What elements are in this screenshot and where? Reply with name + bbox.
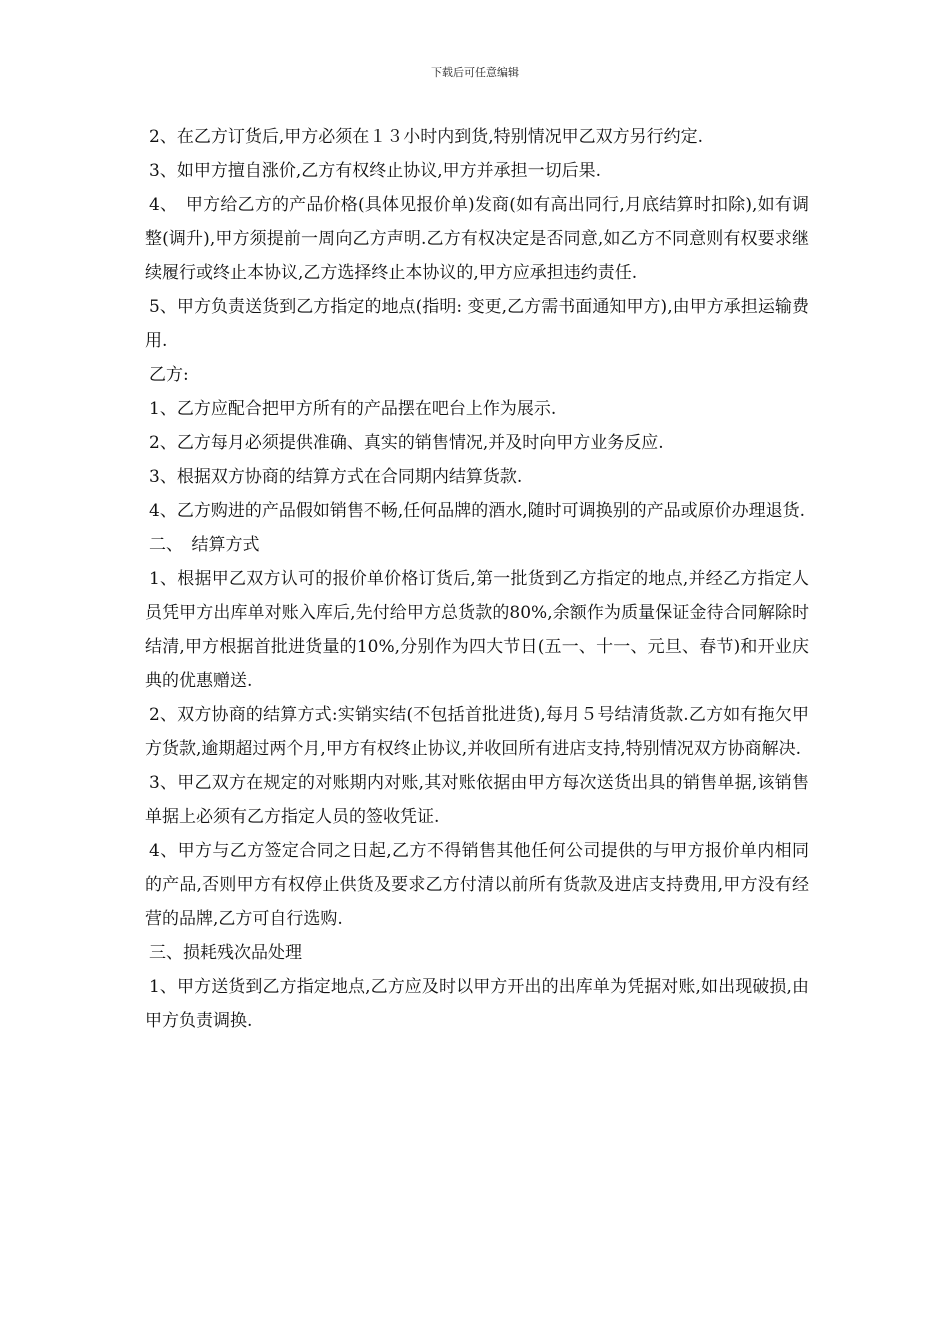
section-heading-damage: 三、损耗残次品处理 <box>149 943 302 963</box>
paragraph: 2、在乙方订货后,甲方必须在１３小时内到货,特别情况甲乙双方另行约定. <box>149 127 704 147</box>
paragraph: 4、甲方与乙方签定合同之日起,乙方不得销售其他任何公司提供的与甲方报价单内相同的产品,否则甲方有权停止供货及要求乙方付清以前所有货款及进店支持费用,甲方没有经营的品牌,乙方可自行选购. <box>145 841 809 929</box>
paragraph: 4、乙方购进的产品假如销售不畅,任何品牌的酒水,随时可调换别的产品或原价办理退货. <box>149 501 806 521</box>
paragraph: 3、根据双方协商的结算方式在合同期内结算货款. <box>149 467 523 487</box>
paragraph: 3、甲乙双方在规定的对账期内对账,其对账依据由甲方每次送货出具的销售单据,该销售单据上必须有乙方指定人员的签收凭证. <box>145 773 809 827</box>
paragraph: 2、双方协商的结算方式:实销实结(不包括首批进货),每月５号结清货款.乙方如有拖欠甲方货款,逾期超过两个月,甲方有权终止协议,并收回所有进店支持,特别情况双方协商解决. <box>145 705 809 759</box>
document-body <box>145 120 809 1038</box>
section-heading-settlement: 二、 结算方式 <box>149 535 260 555</box>
paragraph: 5、甲方负责送货到乙方指定的地点(指明: 变更,乙方需书面通知甲方),由甲方承担运输费用. <box>145 297 809 351</box>
paragraph: 1、乙方应配合把甲方所有的产品摆在吧台上作为展示. <box>149 399 557 419</box>
paragraph: 3、如甲方擅自涨价,乙方有权终止协议,甲方并承担一切后果. <box>149 161 602 181</box>
paragraph: 1、甲方送货到乙方指定地点,乙方应及时以甲方开出的出库单为凭据对账,如出现破损,由甲方负责调换. <box>145 977 809 1031</box>
paragraph: 1、根据甲乙双方认可的报价单价格订货后,第一批货到乙方指定的地点,并经乙方指定人员凭甲方出库单对账入库后,先付给甲方总货款的80%,余额作为质量保证金待合同解除时结清,甲方根据首批进货量的10%,分别作为四大节日(五一、十一、元旦、春节)和开业庆典的优惠赠送. <box>145 569 809 691</box>
paragraph: 4、 甲方给乙方的产品价格(具体见报价单)发商(如有高出同行,月底结算时扣除),如有调整(调升),甲方须提前一周向乙方声明.乙方有权决定是否同意,如乙方不同意则有权要求继续履行或终止本协议,乙方选择终止本协议的,甲方应承担违约责任. <box>145 195 809 283</box>
page-header: 下载后可任意编辑 <box>431 66 519 79</box>
section-label-party-b: 乙方: <box>149 365 189 385</box>
paragraph: 2、乙方每月必须提供准确、真实的销售情况,并及时向甲方业务反应. <box>149 433 664 453</box>
